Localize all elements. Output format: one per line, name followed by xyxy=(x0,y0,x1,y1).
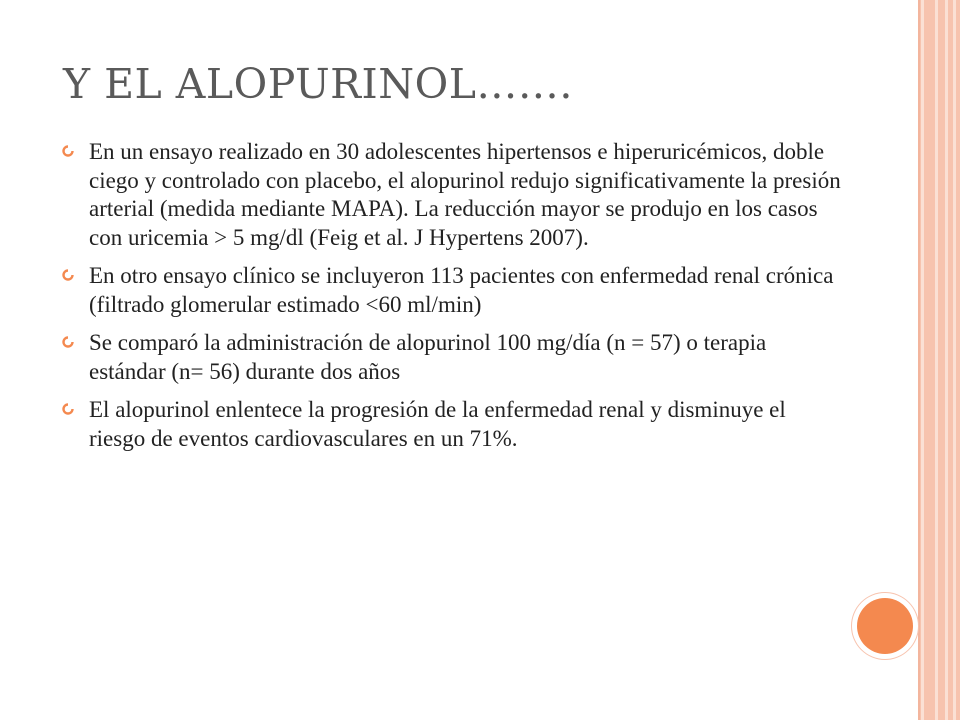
bullet-text: El alopurinol enlentece la progresión de la enfermedad renal y disminuye el riesgo de eventos cardiovasculares en un 71%. xyxy=(89,397,786,451)
stripe-line xyxy=(953,0,956,720)
stripe-line xyxy=(921,0,924,720)
ring-bullet-icon xyxy=(62,403,74,415)
ring-bullet-icon xyxy=(62,336,74,348)
bullet-item xyxy=(62,396,842,453)
bullet-text: En otro ensayo clínico se incluyeron 113 pacientes con enfermedad renal crónica (filtrado glomerular estimado <60 ml/min) xyxy=(89,263,834,317)
bullet-text: Se comparó la administración de alopurinol 100 mg/día (n = 57) o terapia estándar (n= 56) durante dos años xyxy=(89,330,767,384)
slide-title: Y EL ALOPURINOL……. xyxy=(63,60,573,108)
decorative-side-stripes xyxy=(918,0,960,720)
bullet-item xyxy=(62,329,842,386)
stripe-line xyxy=(935,0,938,720)
ring-bullet-icon xyxy=(62,269,74,281)
vertical-divider xyxy=(918,0,920,720)
bullet-item xyxy=(62,138,842,252)
decorative-circle xyxy=(857,598,913,654)
ring-bullet-icon xyxy=(62,145,74,157)
bullet-item xyxy=(62,262,842,319)
bullet-text: En un ensayo realizado en 30 adolescentes hipertensos e hiperuricémicos, doble ciego y controlado con placebo, el alopurinol redujo significativamente la presión arterial (medida mediante MAPA). La reducción mayor se produjo en los casos con uricemia > 5 mg/dl (Feig et al. J Hypertens 2007). xyxy=(89,139,841,250)
bullet-list xyxy=(62,138,842,463)
stripe-line xyxy=(945,0,948,720)
